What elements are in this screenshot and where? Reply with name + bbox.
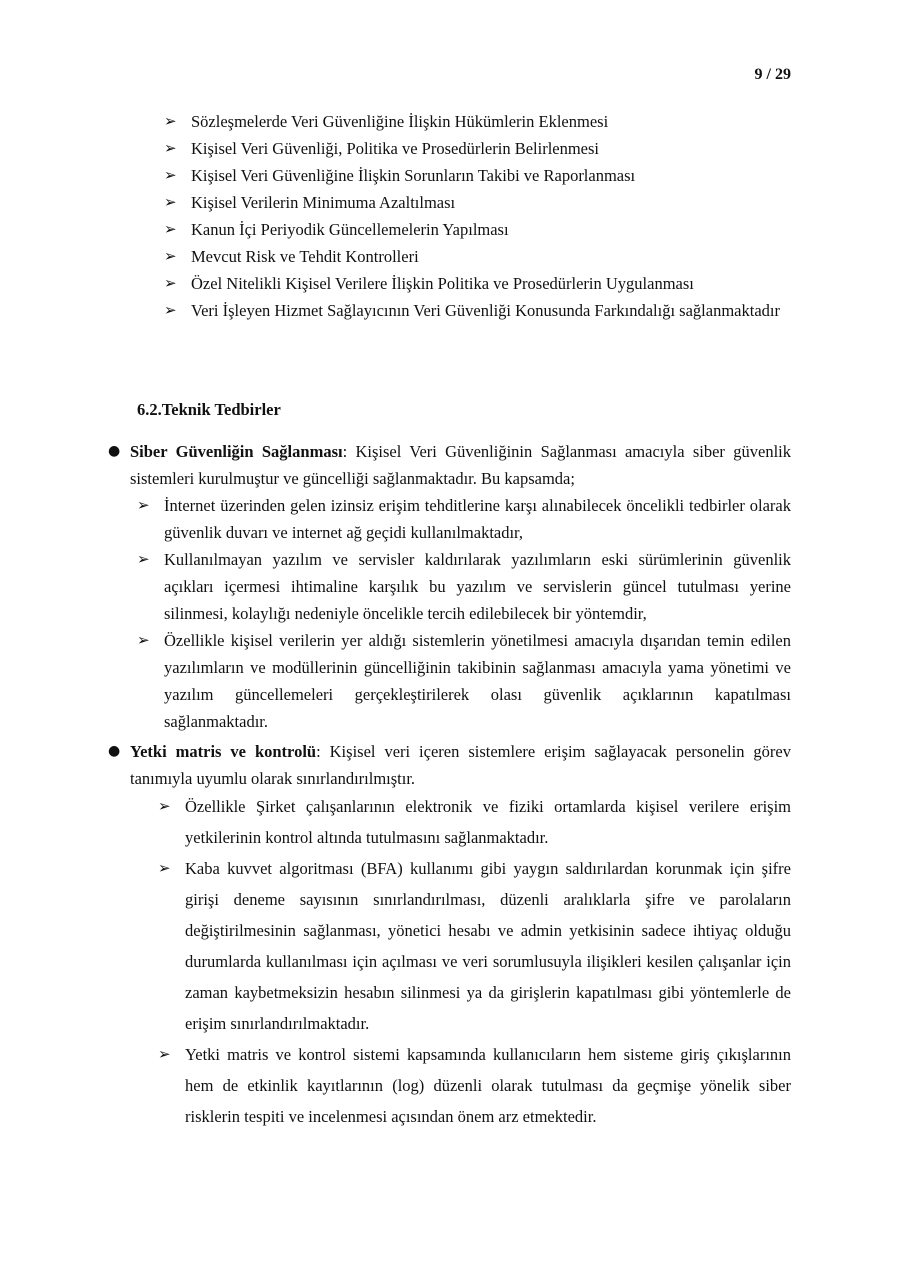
list-item	[137, 546, 791, 627]
list-item-text: Mevcut Risk ve Tehdit Kontrolleri	[191, 247, 419, 266]
arrow-bullet-icon: ➢	[164, 166, 177, 184]
list-item-text: Kullanılmayan yazılım ve servisler kaldırılarak yazılımların eski sürümlerinin güvenlik açıkları içermesi ihtimaline karşılık bu yazılım ve servislerin güncel tutulması yerine silinmesi, kolaylığı nedeniyle öncelikle tercih edilebilecek bir yöntemdir,	[164, 550, 791, 623]
list-item-text: İnternet üzerinden gelen izinsiz erişim tehditlerine karşı alınabilecek öncelikli tedbirler olarak güvenlik duvarı ve internet ağ geçidi kullanılmaktadır,	[164, 496, 791, 542]
list-item-text: Sözleşmelerde Veri Güvenliğine İlişkin Hükümlerin Eklenmesi	[191, 112, 609, 131]
list-item	[164, 243, 791, 270]
round-bullet-icon: ●	[108, 443, 121, 459]
list-item	[164, 216, 791, 243]
bullet-paragraph	[108, 438, 791, 492]
list-item	[164, 270, 791, 297]
bullet-title: Siber Güvenliğin Sağlanması	[130, 442, 343, 461]
list-item-text: Kişisel Veri Güvenliğine İlişkin Sorunların Takibi ve Raporlanması	[191, 166, 636, 185]
list-item-text: Veri İşleyen Hizmet Sağlayıcının Veri Güvenliği Konusunda Farkındalığı sağlanmaktadır	[191, 301, 780, 320]
arrow-bullet-icon: ➢	[164, 301, 177, 319]
list-item	[164, 135, 791, 162]
bullet-title: Yetki matris ve kontrolü	[130, 742, 317, 761]
arrow-bullet-icon: ➢	[137, 631, 150, 649]
authorization-measures	[158, 791, 791, 1132]
list-item	[164, 189, 791, 216]
list-item	[158, 853, 791, 1039]
arrow-bullet-icon: ➢	[158, 1045, 171, 1063]
arrow-bullet-icon: ➢	[164, 112, 177, 130]
list-item	[158, 1039, 791, 1132]
list-item-text: Özellikle Şirket çalışanlarının elektronik ve fiziki ortamlarda kişisel verilere erişim yetkilerinin kontrol altında tutulmasını sağlanmaktadır.	[185, 797, 791, 847]
list-item	[164, 297, 791, 324]
list-item	[137, 627, 791, 735]
list-item-text: Kanun İçi Periyodik Güncellemelerin Yapılması	[191, 220, 509, 239]
top-measures-list	[164, 108, 791, 324]
list-item	[158, 791, 791, 853]
list-item-text: Özel Nitelikli Kişisel Verilere İlişkin Politika ve Prosedürlerin Uygulanması	[191, 274, 694, 293]
bullet-text: : Kişisel veri içeren sistemlere erişim sağlayacak personelin görev tanımıyla uyumlu olarak sınırlandırılmıştır.	[130, 742, 791, 788]
arrow-bullet-icon: ➢	[158, 797, 171, 815]
cyber-security-measures	[137, 492, 791, 735]
authorization-section	[108, 738, 791, 792]
list-item-text: Kaba kuvvet algoritması (BFA) kullanımı gibi yaygın saldırılardan korunmak için şifre girişi deneme sayısının sınırlandırılması, düzenli aralıklarla şifre ve parolaların değiştirilmesinin sağlanması, yönetici hesabı ve admin yetkisinin sadece ihtiyaç olduğu durumlarda kullanılması için açılması ve veri sorumlusuyla ilişikleri kesilen çalışanlar için zaman kaybetmeksizin hesabın silinmesi ya da girişlerin kapatılması gibi yöntemlerle de erişim sınırlandırılmaktadır.	[185, 859, 791, 1033]
cyber-security-section	[108, 438, 791, 492]
list-item-text: Kişisel Veri Güvenliği, Politika ve Prosedürlerin Belirlenmesi	[191, 139, 600, 158]
list-item	[137, 492, 791, 546]
arrow-bullet-icon: ➢	[164, 274, 177, 292]
arrow-bullet-icon: ➢	[137, 550, 150, 568]
arrow-bullet-icon: ➢	[164, 220, 177, 238]
list-item-text: Kişisel Verilerin Minimuma Azaltılması	[191, 193, 456, 212]
list-item	[164, 108, 791, 135]
list-item-text: Yetki matris ve kontrol sistemi kapsamında kullanıcıların hem sisteme giriş çıkışlarının hem de etkinlik kayıtlarının (log) düzenli olarak tutulması da geçmişe yönelik siber risklerin tespiti ve incelenmesi açısından önem arz etmektedir.	[185, 1045, 791, 1126]
bullet-paragraph	[108, 738, 791, 792]
arrow-bullet-icon: ➢	[158, 859, 171, 877]
arrow-bullet-icon: ➢	[164, 139, 177, 157]
list-item-text: Özellikle kişisel verilerin yer aldığı sistemlerin yönetilmesi amacıyla dışarıdan temin edilen yazılımların ve modüllerinin güncelliğinin takibinin sağlanması amacıyla yama yönetimi ve yazılım güncellemeleri gerçekleştirilerek olası güvenlik açıklarının kapatılması sağlanmaktadır.	[164, 631, 791, 731]
bullet-text: : Kişisel Veri Güvenliğinin Sağlanması amacıyla siber güvenlik sistemleri kurulmuştur ve güncelliği sağlanmaktadır. Bu kapsamda;	[130, 442, 791, 488]
arrow-bullet-icon: ➢	[164, 193, 177, 211]
round-bullet-icon: ●	[108, 743, 121, 759]
page-number: 9 / 29	[754, 66, 791, 83]
section-heading: 6.2.Teknik Tedbirler	[137, 400, 281, 419]
arrow-bullet-icon: ➢	[164, 247, 177, 265]
list-item	[164, 162, 791, 189]
arrow-bullet-icon: ➢	[137, 496, 150, 514]
